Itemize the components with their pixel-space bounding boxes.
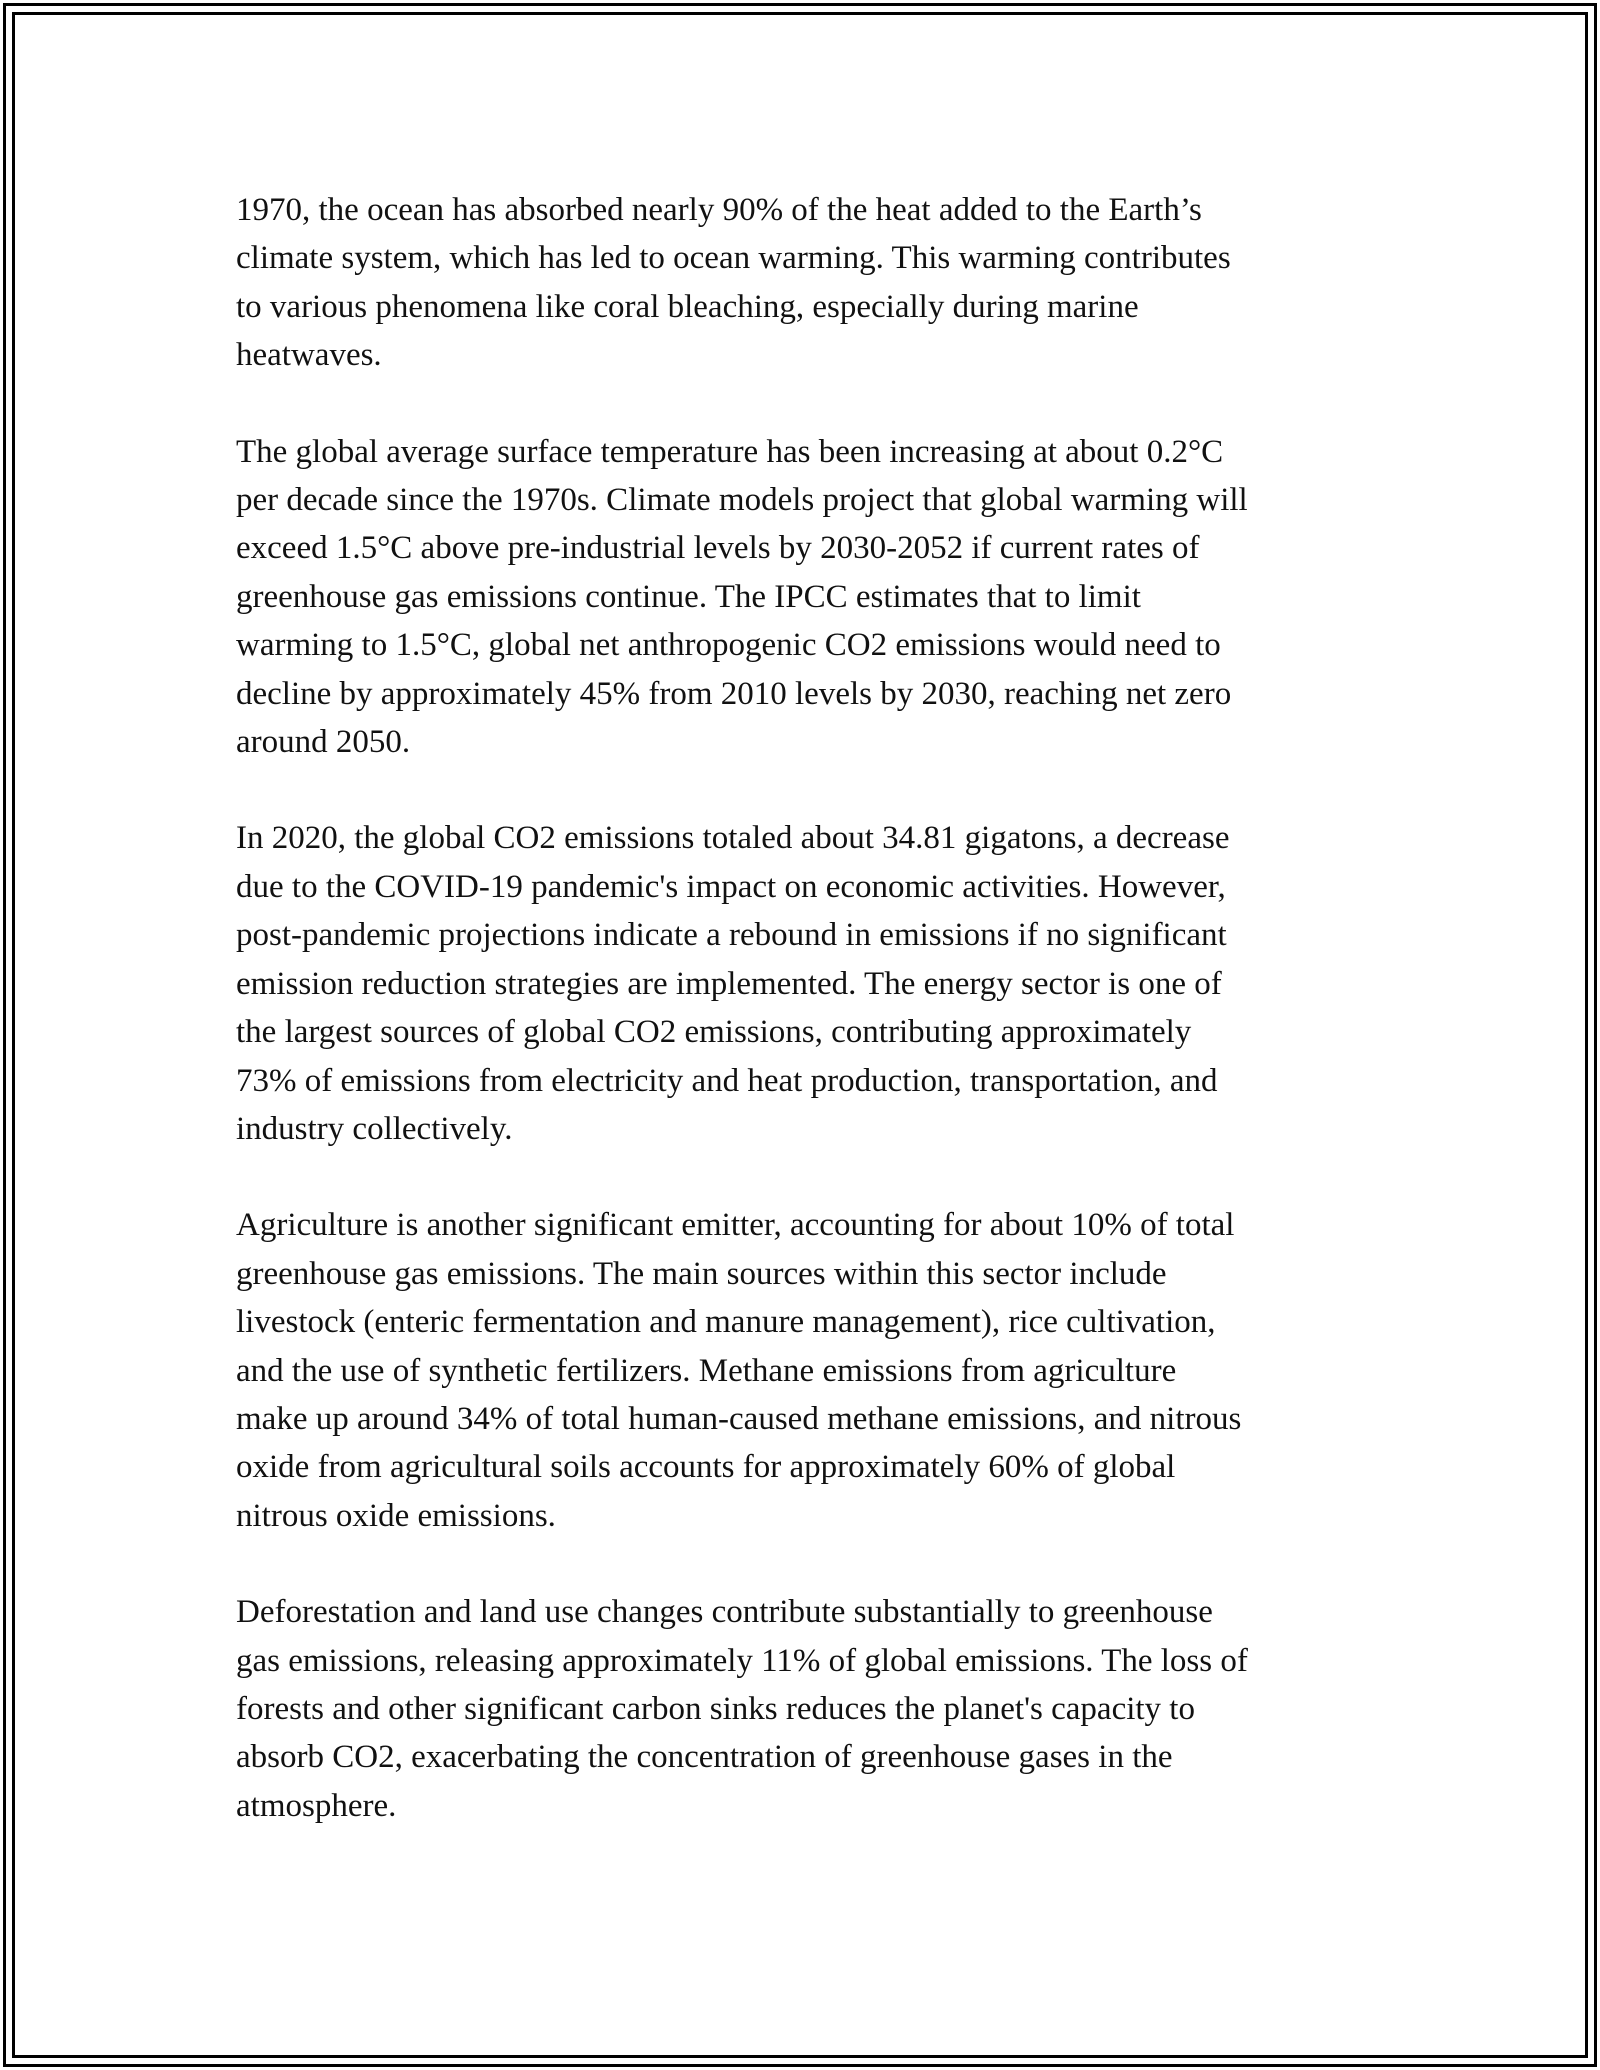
paragraph-co2-emissions-2020: In 2020, the global CO2 emissions totaled about 34.81 gigatons, a decrease due to the COVID-19 pandemic's impact on economic activities. However, post-pandemic projections indicate a rebound in emissions if no significant emission reduction strategies are implemented. The energy sector is one of the largest sources of global CO2 emissions, contributing approximately 73% of emissions from electricity and heat production, transportation, and industry collectively. bbox=[236, 820, 1230, 1147]
paragraph-deforestation: Deforestation and land use changes contribute substantially to greenhouse gas emissions, releasing approximately 11% of global emissions. The loss of forests and other significant carbon sinks reduces the planet's capacity to absorb CO2, exacerbating the concentration of greenhouse gases in the atmosphere. bbox=[236, 1594, 1248, 1824]
paragraph-surface-temperature: The global average surface temperature has been increasing at about 0.2°C per decade since the 1970s. Climate models project that global warming will exceed 1.5°C above pre-industrial levels by 2030-2052 if current rates of greenhouse gas emissions continue. The IPCC estimates that to limit warming to 1.5°C, global net anthropogenic CO2 emissions would need to decline by approximately 45% from 2010 levels by 2030, reaching net zero around 2050. bbox=[236, 433, 1248, 761]
document-body bbox=[236, 186, 1376, 1878]
paragraph-agriculture: Agriculture is another significant emitter, accounting for about 10% of total greenhouse gas emissions. The main sources within this sector include livestock (enteric fermentation and manure management), rice cultivation, and the use of synthetic fertilizers. Methane emissions from agriculture make up around 34% of total human-caused methane emissions, and nitrous oxide from agricultural soils accounts for approximately 60% of global nitrous oxide emissions. bbox=[236, 1207, 1242, 1534]
paragraph-ocean-heat: 1970, the ocean has absorbed nearly 90% of the heat added to the Earth’s climate system, which has led to ocean warming. This warming contributes to various phenomena like coral bleaching, especially during marine heatwaves. bbox=[236, 192, 1231, 374]
